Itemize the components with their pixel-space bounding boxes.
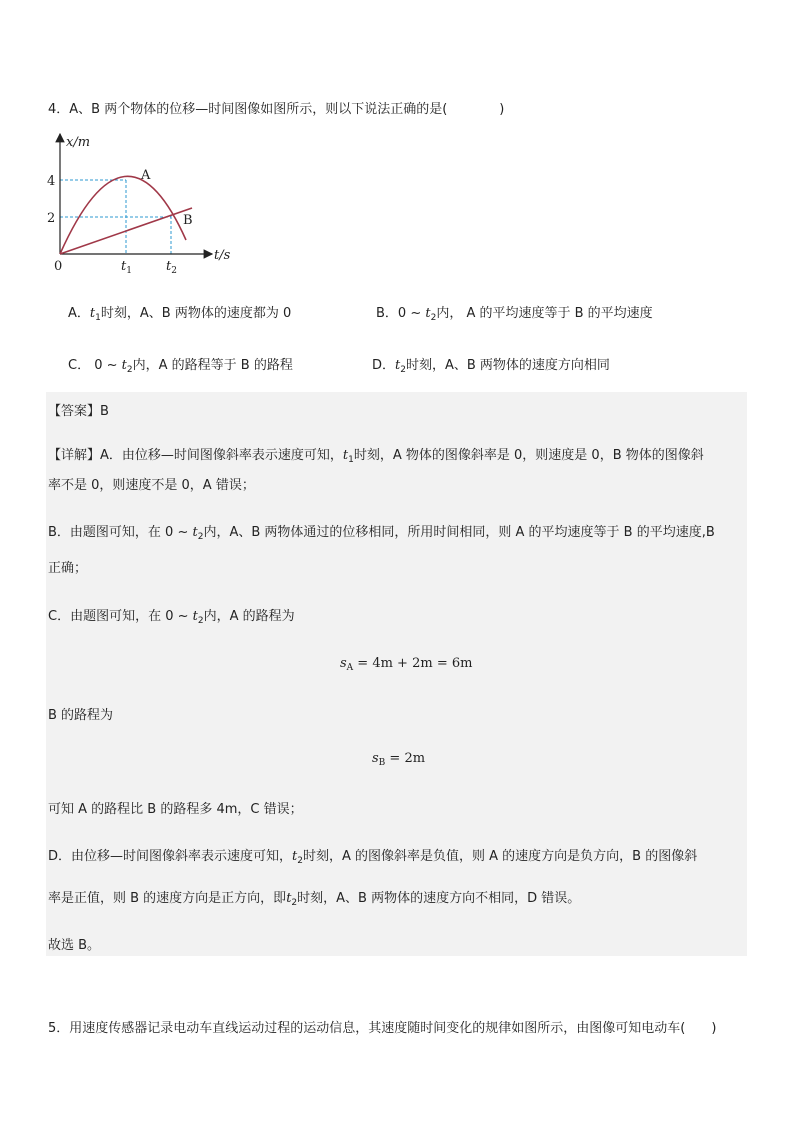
y-tick-2: 2: [47, 211, 56, 226]
answer-label: 【答案】B: [48, 404, 109, 419]
x-tick-t2: $t_2$: [166, 259, 177, 276]
option-a[interactable]: A．$t_1$时刻，A、B 两物体的速度都为 0: [68, 306, 292, 323]
x-tick-t1: $t_1$: [121, 259, 132, 276]
origin-label: 0: [54, 259, 63, 274]
option-d[interactable]: D．$t_2$时刻，A、B 两物体的速度方向相同: [372, 358, 610, 375]
detail-a-line1: 【详解】A．由位移—时间图像斜率表示速度可知，$t_1$时刻，A 物体的图像斜率是 0，则速度是 0，B 物体的图像斜: [48, 448, 704, 465]
series-b-label: B: [183, 213, 193, 228]
option-c[interactable]: C． 0 ~ $t_2$内，A 的路程等于 B 的路程: [68, 358, 293, 375]
series-a-label: A: [141, 168, 151, 183]
final-answer: 故选 B。: [48, 938, 101, 953]
detail-a-line2: 率不是 0，则速度不是 0，A 错误；: [48, 478, 255, 493]
equation-sb: $s_B = 2m$: [372, 751, 426, 768]
xt-graph: [40, 126, 240, 276]
y-tick-4: 4: [47, 174, 56, 189]
detail-d-line2: 率是正值，则 B 的速度方向是正方向，即$t_2$时刻，A、B 两物体的速度方向不相同，D 错误。: [48, 891, 581, 908]
y-axis-label: x/m: [66, 135, 91, 150]
option-b[interactable]: B．0 ~ $t_2$内， A 的平均速度等于 B 的平均速度: [376, 306, 653, 323]
equation-sa: $s_A = 4m + 2m = 6m$: [340, 656, 473, 673]
detail-b-line2: 正确；: [48, 561, 88, 576]
question-5-stem: 5．用速度传感器记录电动车直线运动过程的运动信息，其速度随时间变化的规律如图所示，由图像可知电动车( ): [48, 1021, 717, 1036]
x-axis-label: t/s: [214, 248, 231, 263]
series-a-curve: [60, 176, 186, 254]
detail-c-line1: C．由题图可知，在 0 ~ $t_2$内，A 的路程为: [48, 609, 295, 626]
detail-c-conclusion: 可知 A 的路程比 B 的路程多 4m，C 错误；: [48, 802, 303, 817]
b-path-label: B 的路程为: [48, 708, 114, 723]
detail-d-line1: D．由位移—时间图像斜率表示速度可知，$t_2$时刻，A 的图像斜率是负值，则 A 的速度方向是负方向，B 的图像斜: [48, 849, 698, 866]
detail-b-line1: B．由题图可知，在 0 ~ $t_2$内，A、B 两物体通过的位移相同，所用时间相同，则 A 的平均速度等于 B 的平均速度,B: [48, 525, 715, 542]
question-4-stem: 4．A、B 两个物体的位移—时间图像如图所示，则以下说法正确的是( ): [48, 102, 505, 117]
